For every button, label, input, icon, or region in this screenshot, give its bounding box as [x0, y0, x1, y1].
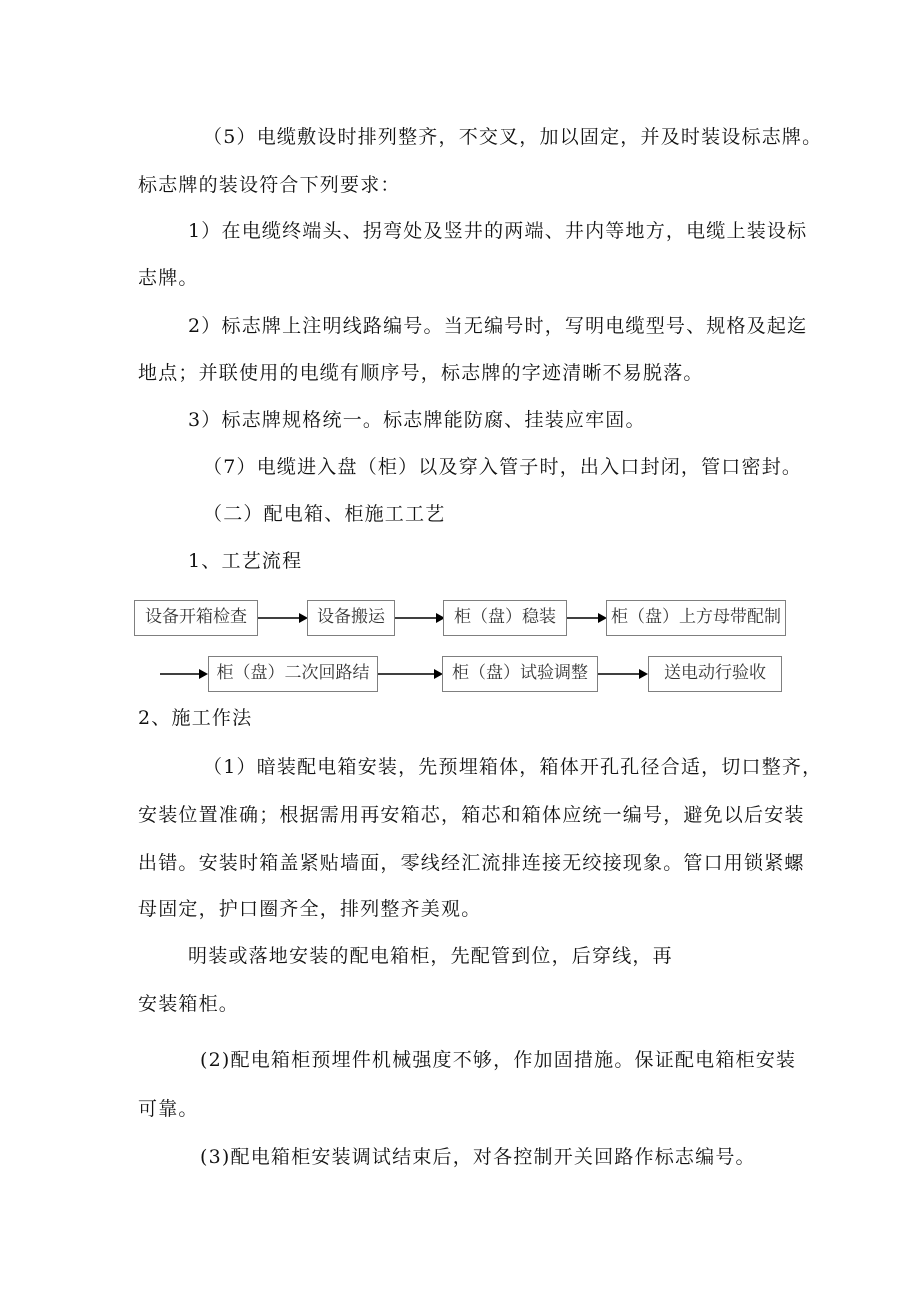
flow-arrow-6: [598, 669, 648, 679]
method-1-line-4: 母固定，护口圈齐全，排列整齐美观。: [138, 898, 482, 920]
item-1-line-2: 志牌。: [138, 267, 199, 289]
item-2-line-1: 2）标志牌上注明线路编号。当无编号时，写明电缆型号、规格及起迄: [188, 315, 808, 337]
flow-step-transport: 设备搬运: [307, 600, 395, 636]
flow-step-power-on-acceptance: 送电动行验收: [648, 656, 782, 692]
flow-step-secondary-circuit: 柜（盘）二次回路结: [208, 656, 378, 692]
paragraph-5-line-2: 标志牌的装设符合下列要求：: [138, 174, 401, 196]
subsection-2-title: 2、施工作法: [138, 707, 253, 729]
method-1-line-3: 出错。安装时箱盖紧贴墙面，零线经汇流排连接无绞接现象。管口用锁紧螺: [138, 852, 805, 874]
method-1-line-1: （1）暗装配电箱安装，先预埋箱体，箱体开孔孔径合适，切口整齐，: [203, 756, 823, 778]
flow-arrow-1: [258, 613, 308, 623]
item-2-line-2: 地点；并联使用的电缆有顺序号，标志牌的字迹清晰不易脱落。: [138, 362, 704, 384]
method-1-line-2: 安装位置准确；根据需用再安箱芯，箱芯和箱体应统一编号，避免以后安装: [138, 804, 805, 826]
subsection-1-title: 1、工艺流程: [188, 550, 303, 572]
method-2-line-1: (2)配电箱柜预埋件机械强度不够，作加固措施。保证配电箱柜安装: [200, 1049, 797, 1071]
method-3-line-1: (3)配电箱柜安装调试结束后，对各控制开关回路作标志编号。: [200, 1146, 756, 1168]
item-1-line-1: 1）在电缆终端头、拐弯处及竖井的两端、井内等地方，电缆上装设标: [188, 220, 808, 242]
flow-step-cabinet-mounting: 柜（盘）稳装: [443, 600, 567, 636]
paragraph-5-line-1: （5）电缆敷设时排列整齐，不交叉，加以固定，并及时装设标志牌。: [203, 126, 823, 148]
flow-step-busbar-fitting: 柜（盘）上方母带配制: [606, 600, 786, 636]
item-3-line-1: 3）标志牌规格统一。标志牌能防腐、挂装应牢固。: [188, 409, 646, 431]
flow-arrow-3: [567, 613, 607, 623]
method-2-line-2: 可靠。: [138, 1098, 199, 1120]
section-2-title: （二）配电箱、柜施工工艺: [203, 503, 446, 525]
flow-arrow-5: [378, 669, 443, 679]
flow-step-test-adjust: 柜（盘）试验调整: [442, 656, 598, 692]
method-1b-line-1: 明装或落地安装的配电箱柜，先配管到位，后穿线，再: [188, 945, 673, 967]
flow-arrow-2: [395, 613, 445, 623]
flow-arrow-4: [160, 669, 208, 679]
paragraph-7-line-1: （7）电缆进入盘（柜）以及穿入管子时，出入口封闭，管口密封。: [203, 456, 803, 478]
method-1b-line-2: 安装箱柜。: [138, 993, 240, 1015]
flow-step-unpacking-inspection: 设备开箱检查: [134, 600, 258, 636]
